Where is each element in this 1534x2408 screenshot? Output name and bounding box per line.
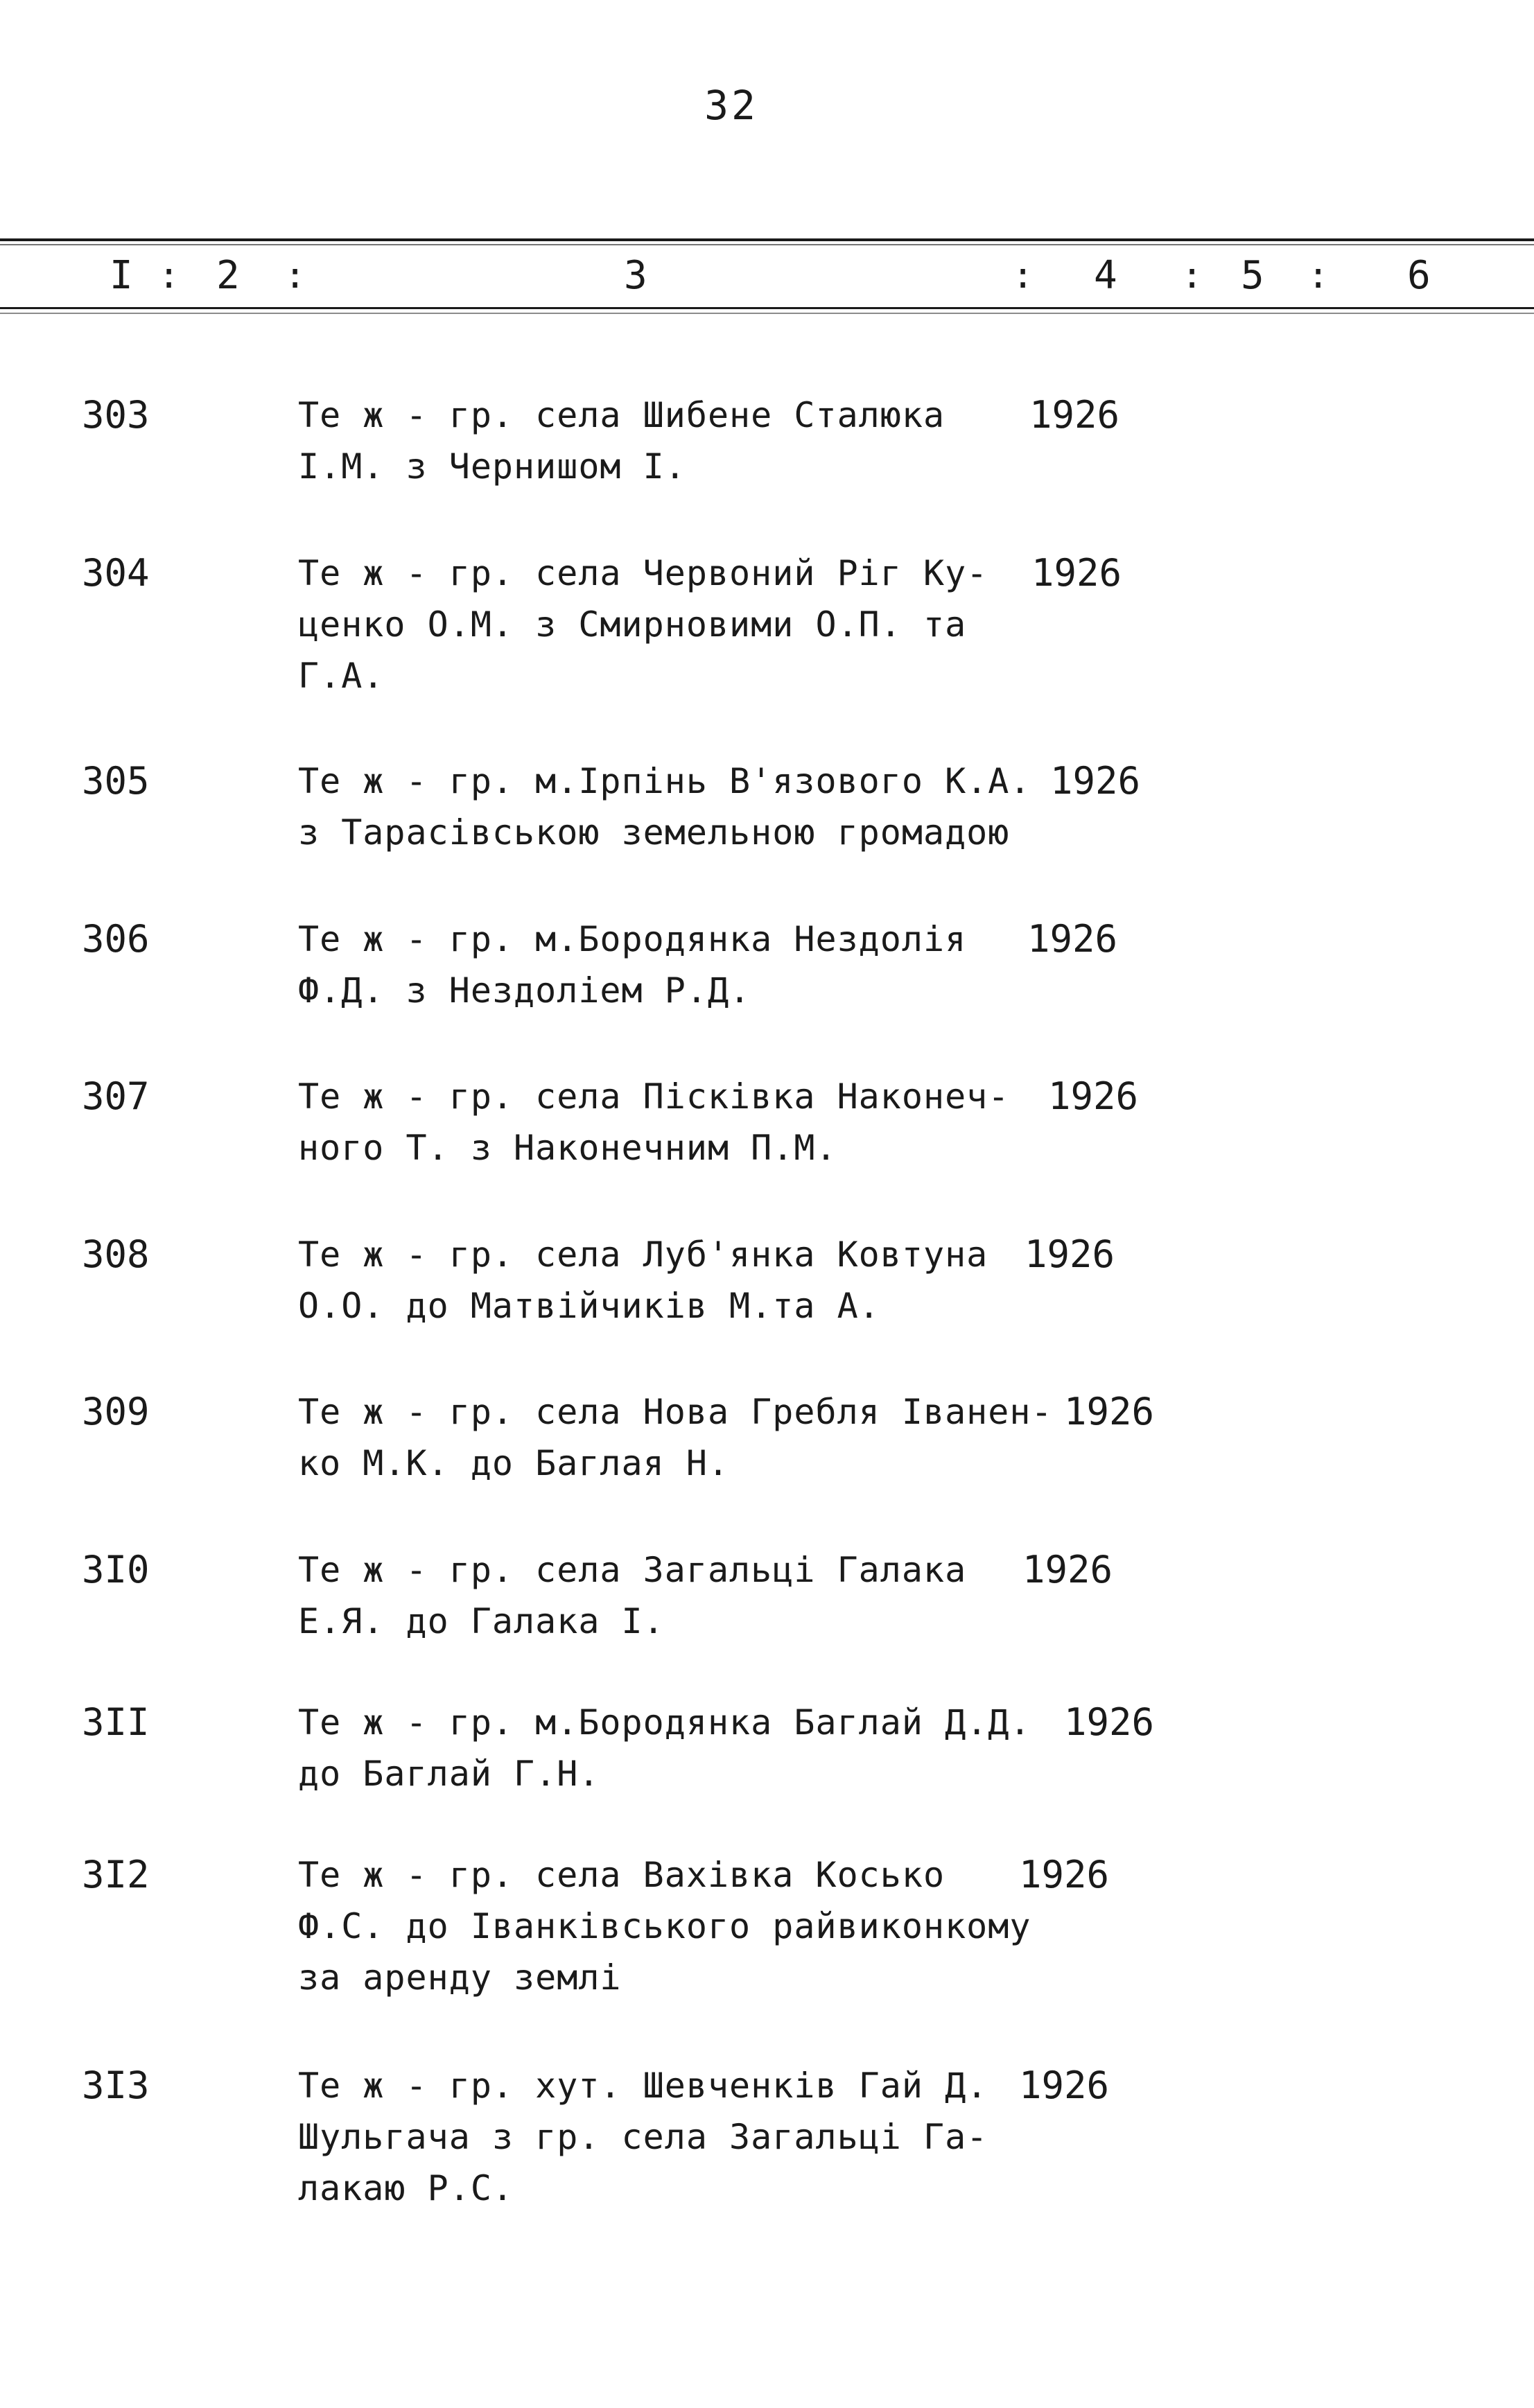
entry-number: 3I0 [82, 1548, 150, 1591]
entry-description-line: Те ж - гр. м.Бородянка Нездолія [298, 919, 967, 959]
header-top-rule [0, 238, 1534, 241]
column-header-1: I [110, 253, 133, 298]
entry-year: 1926 [1025, 1232, 1115, 1276]
entry-description-line: ного Т. з Наконечним П.М. [298, 1128, 837, 1168]
entry-description-line: Ф.С. до Іванківського райвиконкому [298, 1906, 1031, 1946]
entry-description-line: Те ж - гр. села Пісківка Наконеч- [298, 1076, 1010, 1117]
entry-description-line: до Баглай Г.Н. [298, 1754, 600, 1794]
entry-number: 309 [82, 1390, 150, 1433]
entry-description-line: І.М. з Чернишом І. [298, 446, 686, 487]
entry-year: 1926 [1019, 1853, 1110, 1896]
entry-year: 1926 [1064, 1700, 1155, 1744]
entry-description-line: за аренду землі [298, 1957, 622, 1998]
entry-description-line: О.О. до Матвійчиків М.та А. [298, 1286, 880, 1326]
entry-number: 306 [82, 917, 150, 961]
entry-year: 1926 [1022, 1548, 1113, 1591]
entry-number: 304 [82, 551, 150, 595]
entry-number: 3II [82, 1700, 150, 1744]
entry-description-line: лакаю Р.С. [298, 2168, 514, 2208]
entry-description-line: Те ж - гр. м.Бородянка Баглай Д.Д. [298, 1702, 1031, 1743]
header-bottom-rule-secondary [0, 313, 1534, 314]
entry-description-line: Те ж - гр. хут. Шевченків Гай Д. [298, 2066, 988, 2106]
entry-number: 3I2 [82, 1853, 150, 1896]
column-separator: : [1307, 255, 1330, 297]
entry-year: 1926 [1064, 1390, 1155, 1433]
entry-description-line: Те ж - гр. села Загальці Галака [298, 1550, 967, 1590]
entry-description-line: з Тарасівською земельною громадою [298, 812, 1010, 853]
entry-number: 308 [82, 1232, 150, 1276]
entry-description-line: Те ж - гр. м.Ірпінь В'язового К.А. [298, 761, 1031, 801]
entry-description-line: Те ж - гр. села Вахівка Косько [298, 1855, 945, 1895]
entry-description [298, 756, 1033, 858]
entry-description [298, 390, 1033, 492]
entry-year: 1926 [1027, 917, 1118, 961]
entry-description-line: Е.Я. до Галака І. [298, 1601, 665, 1641]
entry-description-line: Г.А. [298, 656, 385, 696]
entry-year: 1926 [1048, 1074, 1139, 1118]
entry-description [298, 1071, 1033, 1174]
entry-description [298, 1697, 1033, 1799]
entry-description-line: Ф.Д. з Нездоліем Р.Д. [298, 970, 751, 1011]
entry-description-line: Те ж - гр. села Червоний Ріг Ку- [298, 553, 988, 593]
entry-description-line: Те ж - гр. села Луб'янка Ковтуна [298, 1234, 988, 1275]
column-header-6: 6 [1407, 253, 1431, 298]
entry-number: 305 [82, 759, 150, 803]
entry-description [298, 1229, 1033, 1332]
entry-description [298, 1544, 1033, 1647]
entry-description-line: Те ж - гр. села Шибене Сталюка [298, 395, 945, 435]
entry-description [298, 2060, 1033, 2214]
entry-number: 307 [82, 1074, 150, 1118]
entry-number: 303 [82, 393, 150, 437]
entry-description [298, 548, 1033, 701]
column-header-4: 4 [1094, 253, 1117, 298]
entry-year: 1926 [1031, 551, 1122, 595]
header-top-rule-secondary [0, 244, 1534, 245]
column-separator: : [284, 255, 306, 297]
page-number: 32 [704, 82, 758, 129]
column-separator: : [158, 255, 180, 297]
header-bottom-rule [0, 307, 1534, 309]
entry-description [298, 914, 1033, 1016]
column-header-2: 2 [216, 253, 240, 298]
entry-year: 1926 [1050, 759, 1141, 803]
column-header-5: 5 [1241, 253, 1264, 298]
entry-year: 1926 [1019, 2064, 1110, 2107]
entry-description [298, 1849, 1033, 2003]
entry-number: 3I3 [82, 2064, 150, 2107]
entry-description-line: ко М.К. до Баглая Н. [298, 1443, 730, 1483]
entry-description-line: ценко О.М. з Смирновими О.П. та [298, 604, 967, 645]
entry-description-line: Шульгача з гр. села Загальці Га- [298, 2117, 988, 2157]
column-separator: : [1012, 255, 1034, 297]
entry-description-line: Те ж - гр. села Нова Гребля Іванен- [298, 1392, 1053, 1432]
entry-year: 1926 [1029, 393, 1120, 437]
column-header-3: 3 [624, 253, 647, 298]
column-separator: : [1181, 255, 1203, 297]
entry-description [298, 1386, 1053, 1489]
